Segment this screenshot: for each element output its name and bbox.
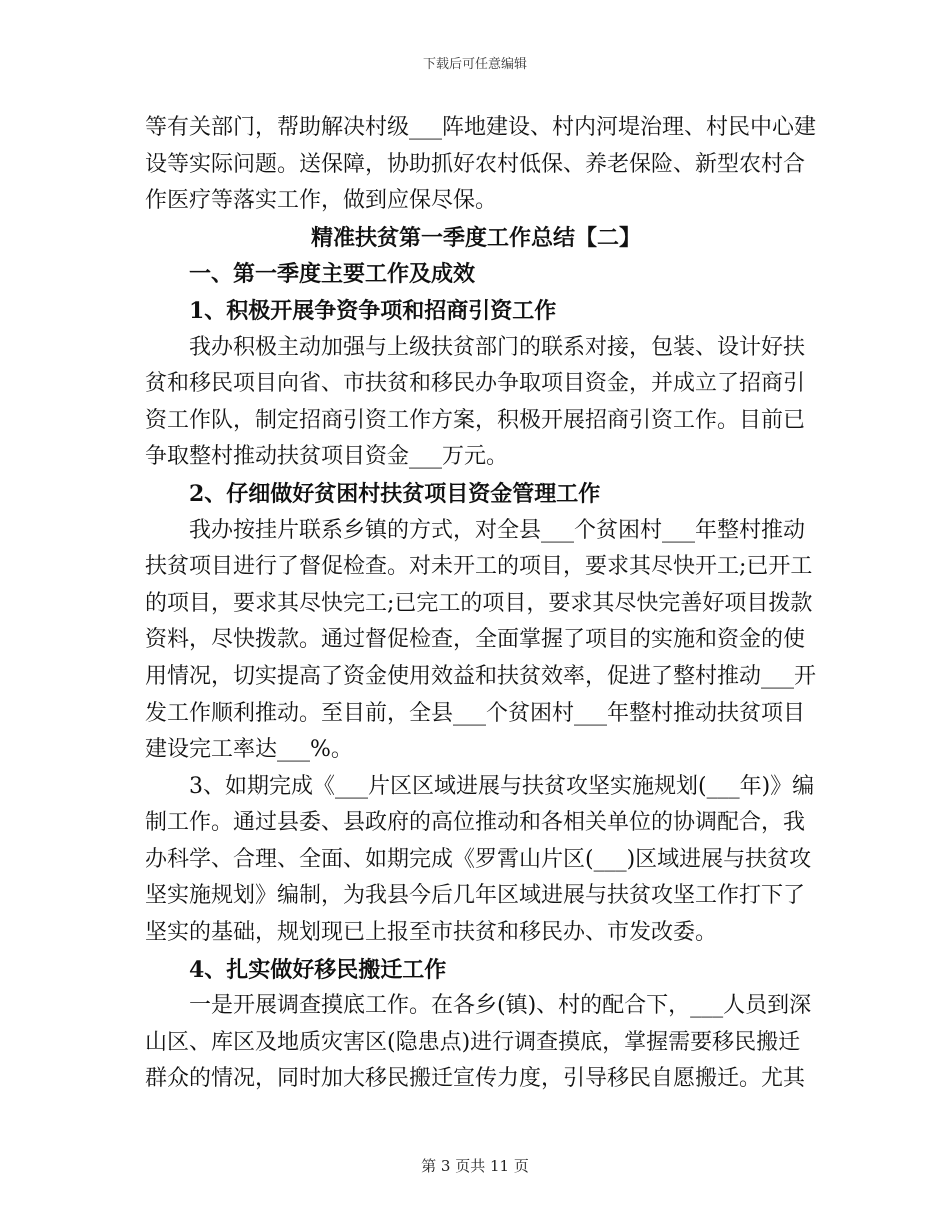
body-line: 贫和移民项目向省、市扶贫和移民办争取项目资金，并成立了招商引 <box>145 371 806 397</box>
body-line: 扶贫项目进行了督促检查。对未开工的项目，要求其尽快开工;已开工 <box>145 554 813 580</box>
body-line: 作医疗等落实工作，做到应保尽保。 <box>145 188 498 214</box>
section-title: 精准扶贫第一季度工作总结【二】 <box>310 224 641 251</box>
heading-item-4: 4、扎实做好移民搬迁工作 <box>189 956 447 983</box>
body-line: 制工作。通过县委、县政府的高位推动和各相关单位的协调配合，我 <box>145 810 806 836</box>
body-line: 等有关部门，帮助解决村级___阵地建设、村内河堤治理、村民中心建 <box>145 115 817 140</box>
body-line: 坚实的基础，规划现已上报至市扶贫和移民办、市发改委。 <box>145 920 718 946</box>
page-header: 下载后可任意编辑 <box>422 57 527 72</box>
body-line: 资工作队，制定招商引资工作方案，积极开展招商引资工作。目前已 <box>145 407 806 433</box>
body-line: 办科学、合理、全面、如期完成《罗霄山片区(___)区域进展与扶贫攻 <box>145 846 812 872</box>
body-line: 坚实施规划》编制，为我县今后几年区域进展与扶贫攻坚工作打下了 <box>145 883 806 909</box>
heading-item-2: 2、仔细做好贫困村扶贫项目资金管理工作 <box>189 480 601 507</box>
body-line: 设等实际问题。送保障，协助抓好农村低保、养老保险、新型农村合 <box>145 151 806 177</box>
document-body <box>145 110 817 1098</box>
body-line: 3、如期完成《___片区区域进展与扶贫攻坚实施规划(___年)》编 <box>145 773 815 799</box>
body-line: 一是开展调查摸底工作。在各乡(镇)、村的配合下，___人员到深 <box>145 993 812 1019</box>
body-line: 的项目，要求其尽快完工;已完工的项目，要求其尽快完善好项目拨款 <box>145 590 813 616</box>
body-line: 山区、库区及地质灾害区(隐患点)进行调查摸底，掌握需要移民搬迁 <box>145 1029 801 1055</box>
body-line: 资料，尽快拨款。通过督促检查，全面掌握了项目的实施和资金的使 <box>145 627 806 653</box>
heading-item-1: 1、积极开展争资争项和招商引资工作 <box>189 297 557 324</box>
body-line: 群众的情况，同时加大移民搬迁宣传力度，引导移民自愿搬迁。尤其 <box>145 1066 806 1092</box>
body-line: 发工作顺利推动。至目前，全县___个贫困村___年整村推动扶贫项目 <box>145 700 806 726</box>
body-line: 我办积极主动加强与上级扶贫部门的联系对接，包装、设计好扶 <box>145 334 806 360</box>
page-footer: 第 3 页共 11 页 <box>421 1157 529 1175</box>
body-line: 争取整村推动扶贫项目资金___万元。 <box>145 444 509 470</box>
body-line: 建设完工率达___%。 <box>145 737 353 763</box>
heading-level-1: 一、第一季度主要工作及成效 <box>189 261 476 288</box>
body-line: 用情况，切实提高了资金使用效益和扶贫效率，促进了整村推动___开 <box>145 663 817 689</box>
body-line: 我办按挂片联系乡镇的方式，对全县___个贫困村___年整村推动 <box>145 517 806 543</box>
